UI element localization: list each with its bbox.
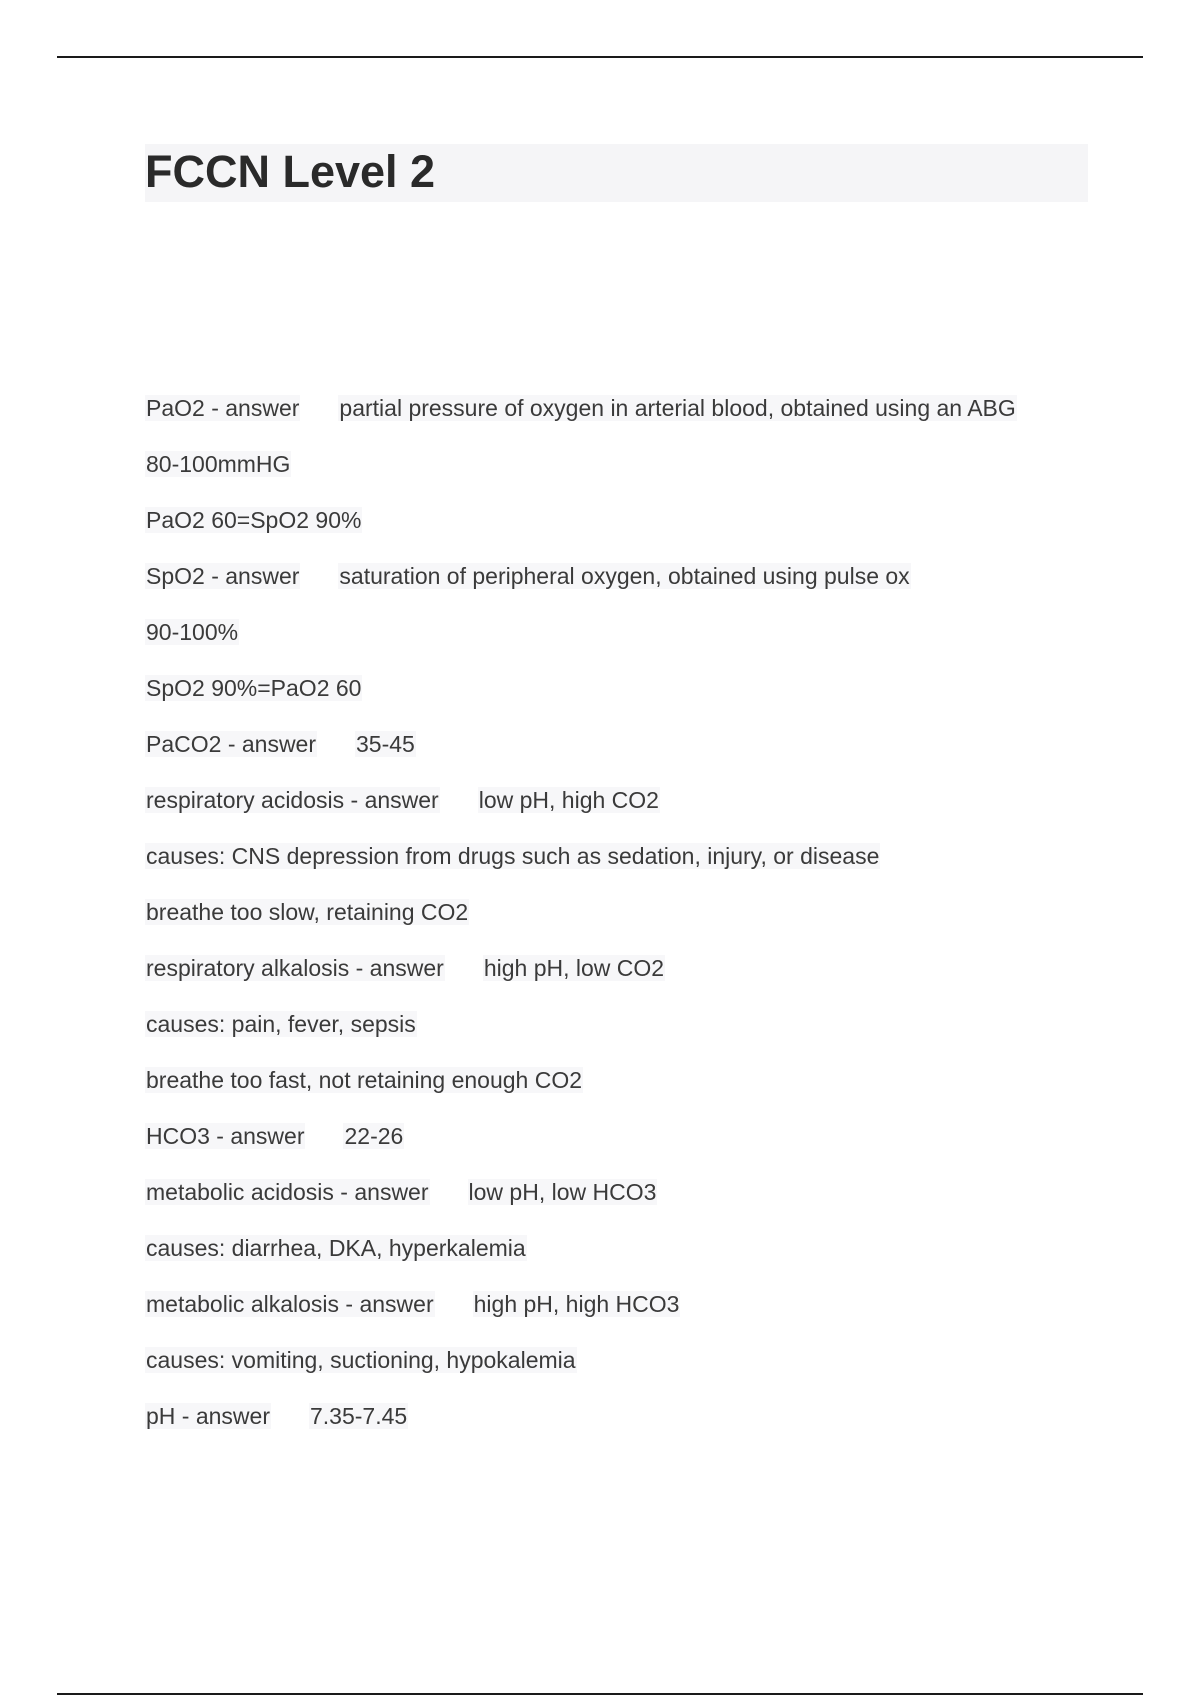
top-rule	[57, 56, 1143, 58]
definition: 22-26	[344, 1123, 404, 1149]
term: PaO2 - answer	[146, 395, 300, 421]
note-line	[145, 1009, 1145, 1065]
note-text: 90-100%	[146, 619, 239, 645]
flashcard-line	[145, 393, 1145, 449]
term: metabolic acidosis - answer	[146, 1179, 429, 1205]
note-text: 80-100mmHG	[146, 451, 291, 477]
flashcard-list	[145, 393, 1145, 1457]
term: pH - answer	[146, 1403, 270, 1429]
definition: partial pressure of oxygen in arterial blood, obtained using an ABG	[339, 395, 1016, 421]
definition: 35-45	[356, 731, 415, 757]
term: metabolic alkalosis - answer	[146, 1291, 434, 1317]
flashcard-line	[145, 1289, 1145, 1345]
note-line	[145, 1065, 1145, 1121]
definition: high pH, high HCO3	[473, 1291, 680, 1317]
flashcard-line	[145, 561, 1145, 617]
note-line	[145, 1233, 1145, 1289]
note-line	[145, 841, 1145, 897]
definition: low pH, high CO2	[478, 787, 659, 813]
note-text: PaO2 60=SpO2 90%	[146, 507, 362, 533]
definition: high pH, low CO2	[483, 955, 665, 981]
note-text: causes: vomiting, suctioning, hypokalemia	[146, 1347, 576, 1373]
note-line	[145, 617, 1145, 673]
page-title: FCCN Level 2	[145, 146, 436, 197]
term: respiratory acidosis - answer	[146, 787, 439, 813]
flashcard-line	[145, 785, 1145, 841]
bottom-rule	[57, 1693, 1143, 1695]
flashcard-line	[145, 1177, 1145, 1233]
note-text: causes: pain, fever, sepsis	[146, 1011, 416, 1037]
term: HCO3 - answer	[146, 1123, 305, 1149]
flashcard-line	[145, 729, 1145, 785]
term: respiratory alkalosis - answer	[146, 955, 444, 981]
note-line	[145, 1345, 1145, 1401]
term: SpO2 - answer	[146, 563, 300, 589]
note-line	[145, 897, 1145, 953]
flashcard-line	[145, 953, 1145, 1009]
note-line	[145, 505, 1145, 561]
note-text: SpO2 90%=PaO2 60	[146, 675, 362, 701]
note-text: causes: diarrhea, DKA, hyperkalemia	[146, 1235, 526, 1261]
note-line	[145, 449, 1145, 505]
definition: saturation of peripheral oxygen, obtained using pulse ox	[339, 563, 910, 589]
note-text: causes: CNS depression from drugs such as sedation, injury, or disease	[146, 843, 880, 869]
note-text: breathe too fast, not retaining enough CO2	[146, 1067, 583, 1093]
flashcard-line	[145, 1121, 1145, 1177]
note-text: breathe too slow, retaining CO2	[146, 899, 469, 925]
note-line	[145, 673, 1145, 729]
term: PaCO2 - answer	[146, 731, 317, 757]
definition: low pH, low HCO3	[468, 1179, 657, 1205]
definition: 7.35-7.45	[309, 1403, 408, 1429]
flashcard-line	[145, 1401, 1145, 1457]
